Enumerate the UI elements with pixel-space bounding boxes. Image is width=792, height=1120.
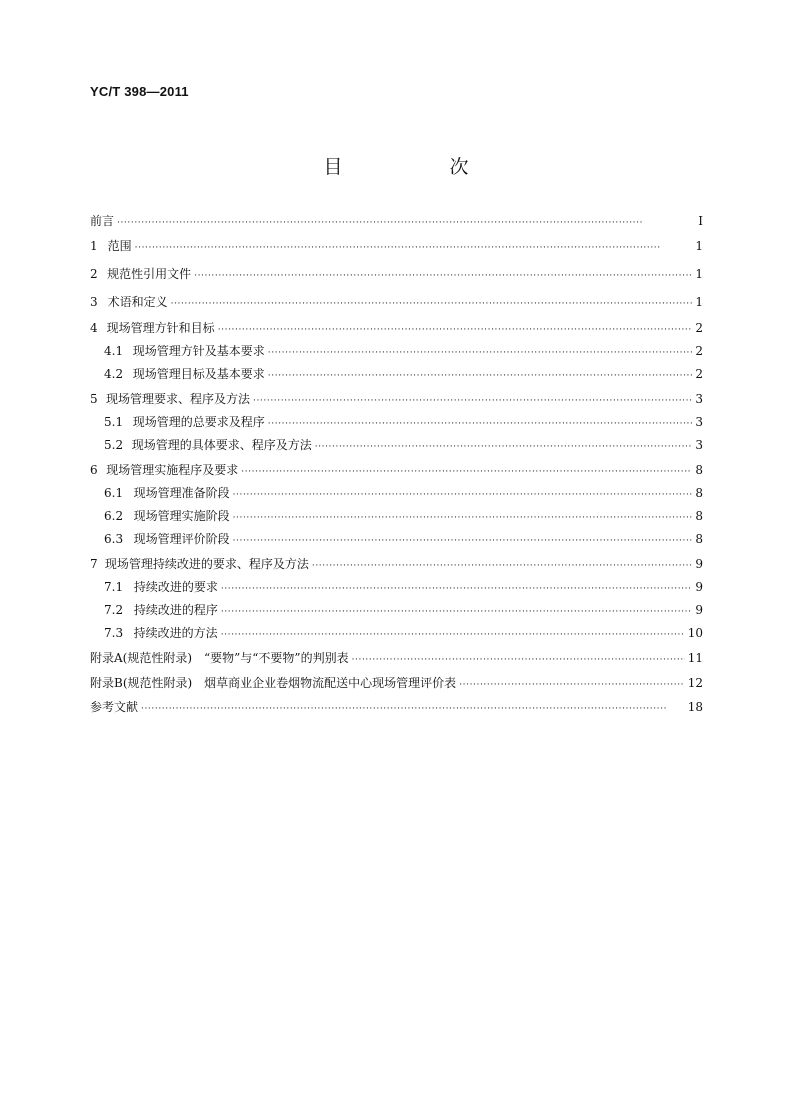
toc-entry-number: 7.3: [104, 626, 124, 640]
toc-leader-dots: [241, 465, 692, 479]
toc-leader-dots: [221, 605, 693, 619]
toc-entry-number: 4.1: [104, 344, 124, 358]
toc-entry-number: 1: [90, 239, 98, 253]
toc-leader-dots: [352, 653, 685, 667]
toc-entry-number: 7.2: [104, 603, 124, 617]
toc-entry-label: 现场管理的总要求及程序: [132, 415, 265, 429]
toc-entry-label: 现场管理方针及基本要求: [132, 344, 265, 358]
toc-page-number: 3: [695, 415, 703, 429]
toc-entry-number: 7: [90, 557, 98, 571]
toc-page-number: 3: [695, 392, 703, 406]
document-code: YC/T 398—2011: [90, 84, 189, 99]
toc-entry-number: 4: [90, 321, 98, 335]
toc-leader-dots: [221, 582, 693, 596]
toc-entry-label: 持续改进的方法: [133, 626, 218, 640]
toc-entry-label: 前言: [90, 214, 115, 228]
toc-entry-number: 6.1: [104, 486, 124, 500]
toc-page-number: 9: [695, 580, 703, 594]
toc-entry-7-1[interactable]: [90, 580, 703, 596]
toc-page-number: 2: [695, 344, 703, 358]
toc-page-number: 12: [687, 676, 703, 690]
toc-entry-6[interactable]: [90, 463, 703, 479]
toc-entry-number: 4.2: [104, 367, 124, 381]
toc-entry-number: 2: [90, 267, 98, 281]
toc-page-number: 8: [695, 463, 703, 477]
toc-entry-label: 附录B(规范性附录) 烟草商业企业卷烟物流配送中心现场管理评价表: [90, 676, 457, 690]
toc-leader-dots: [268, 417, 693, 431]
toc-entry-5[interactable]: [90, 392, 703, 408]
toc-entry-label: 附录A(规范性附录) “要物”与“不要物”的判别表: [90, 651, 349, 665]
toc-leader-dots: [135, 241, 693, 255]
toc-entry-number: 6: [90, 463, 98, 477]
toc-entry-label: 现场管理实施阶段: [133, 509, 230, 523]
toc-leader-dots: [268, 346, 693, 360]
toc-entry-6-1[interactable]: [90, 486, 703, 502]
toc-entry-label: 现场管理目标及基本要求: [132, 367, 265, 381]
toc-page-number: Ⅰ: [698, 214, 703, 228]
toc-leader-dots: [171, 297, 693, 311]
toc-leader-dots: [218, 323, 693, 337]
toc-entry-5-1[interactable]: [90, 415, 703, 431]
toc-entry-foreword[interactable]: [90, 214, 703, 230]
toc-page-number: 8: [695, 532, 703, 546]
toc-entry-5-2[interactable]: [90, 438, 703, 454]
toc-entry-4-1[interactable]: [90, 344, 703, 360]
toc-entry-label: 现场管理持续改进的要求、程序及方法: [104, 557, 309, 571]
toc-page-number: 1: [695, 295, 703, 309]
toc-page-number: 1: [695, 267, 703, 281]
toc-page-number: 18: [687, 700, 703, 714]
toc-entry-1[interactable]: [90, 239, 703, 255]
toc-leader-dots: [141, 702, 685, 716]
toc-leader-dots: [194, 269, 692, 283]
toc-entry-7-2[interactable]: [90, 603, 703, 619]
toc-leader-dots: [117, 216, 695, 230]
toc-entry-references[interactable]: [90, 700, 703, 716]
toc-entry-7[interactable]: [90, 557, 703, 573]
toc-entry-number: 3: [90, 295, 98, 309]
toc-entry-4-2[interactable]: [90, 367, 703, 383]
toc-entry-label: 现场管理的具体要求、程序及方法: [131, 438, 312, 452]
toc-entry-appendix-a[interactable]: [90, 651, 703, 667]
toc-leader-dots: [233, 511, 693, 525]
toc-entry-label: 现场管理方针和目标: [106, 321, 215, 335]
toc-entry-2[interactable]: [90, 267, 703, 283]
toc-page-number: 8: [695, 509, 703, 523]
toc-entry-3[interactable]: [90, 295, 703, 311]
toc-page-number: 2: [695, 321, 703, 335]
toc-entry-number: 6.3: [104, 532, 124, 546]
toc-entry-4[interactable]: [90, 321, 703, 337]
toc-leader-dots: [253, 394, 692, 408]
toc-page-number: 2: [695, 367, 703, 381]
toc-leader-dots: [233, 488, 693, 502]
toc-entry-number: 5.1: [104, 415, 124, 429]
toc-page-number: 9: [695, 557, 703, 571]
toc-entry-appendix-b[interactable]: [90, 676, 703, 692]
table-of-contents: [90, 214, 703, 716]
toc-entry-number: 6.2: [104, 509, 124, 523]
toc-entry-label: 参考文献: [90, 700, 139, 714]
toc-entry-label: 规范性引用文件: [107, 267, 192, 281]
toc-entry-number: 5: [90, 392, 98, 406]
toc-page-number: 8: [695, 486, 703, 500]
page-title: 目 次: [323, 156, 513, 178]
toc-entry-label: 现场管理准备阶段: [133, 486, 230, 500]
toc-page-number: 9: [695, 603, 703, 617]
toc-entry-number: 7.1: [104, 580, 124, 594]
toc-leader-dots: [459, 678, 685, 692]
toc-page-number: 11: [687, 651, 703, 665]
toc-page-number: 3: [695, 438, 703, 452]
toc-entry-number: 5.2: [104, 438, 124, 452]
toc-page-number: 1: [695, 239, 703, 253]
toc-leader-dots: [315, 440, 693, 454]
toc-leader-dots: [221, 628, 685, 642]
toc-entry-label: 现场管理要求、程序及方法: [106, 392, 251, 406]
toc-leader-dots: [312, 559, 692, 573]
toc-entry-label: 持续改进的程序: [133, 603, 218, 617]
toc-leader-dots: [233, 534, 693, 548]
toc-entry-7-3[interactable]: [90, 626, 703, 642]
toc-entry-label: 术语和定义: [107, 295, 168, 309]
toc-entry-label: 范围: [107, 239, 132, 253]
toc-entry-label: 现场管理实施程序及要求: [106, 463, 239, 477]
toc-entry-6-3[interactable]: [90, 532, 703, 548]
toc-entry-6-2[interactable]: [90, 509, 703, 525]
toc-entry-label: 持续改进的要求: [133, 580, 218, 594]
toc-page-number: 10: [687, 626, 703, 640]
toc-entry-label: 现场管理评价阶段: [133, 532, 230, 546]
toc-leader-dots: [268, 369, 693, 383]
